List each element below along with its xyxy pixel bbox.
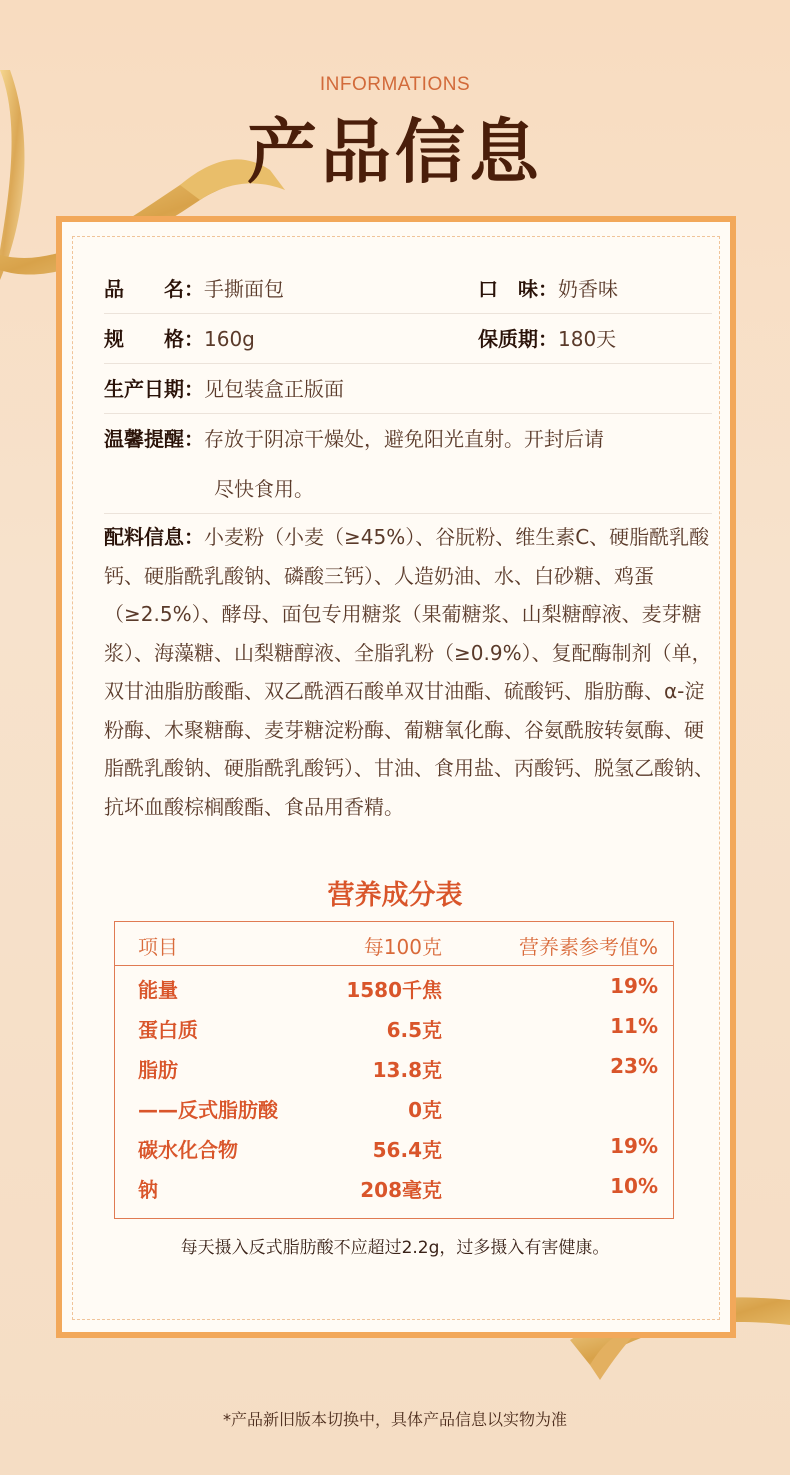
- header-subtitle: INFORMATIONS: [319, 74, 471, 95]
- production-date-label: 生产日期：: [104, 377, 204, 401]
- nutrient-amount: 1580千焦: [346, 978, 442, 1002]
- nutrient-amount: 56.4克: [372, 1138, 442, 1162]
- flavor-value: 奶香味: [558, 277, 618, 301]
- nutrition-title: 营养成分表: [327, 880, 463, 911]
- info-row-tip-cont: [214, 464, 314, 514]
- nutrient-name: 钠: [138, 1178, 158, 1202]
- header-per-100g: 每100克: [363, 935, 442, 959]
- tip-value-line1: 存放于阴凉干燥处，避免阳光直射。开封后请: [204, 427, 604, 451]
- flavor-label: 口 味：: [478, 277, 558, 301]
- nutrient-amount: 6.5克: [386, 1018, 442, 1042]
- info-row-flavor: [478, 264, 618, 314]
- spec-label: 规 格：: [104, 327, 204, 351]
- spec-value: 160g: [204, 327, 255, 351]
- info-row-production-date: [104, 364, 344, 414]
- table-row: [114, 966, 674, 1006]
- ingredients-label: 配料信息：: [104, 525, 204, 549]
- nutrient-amount: 13.8克: [372, 1058, 442, 1082]
- nutrient-name: 脂肪: [138, 1058, 178, 1082]
- ingredients-block: [104, 518, 714, 826]
- table-row: [114, 1086, 674, 1126]
- table-row: [114, 1126, 674, 1166]
- header-item: 项目: [138, 935, 178, 959]
- tip-value-line2: 尽快食用。: [214, 477, 314, 501]
- info-row-spec: [104, 314, 255, 364]
- trans-fat-note: 每天摄入反式脂肪酸不应超过2.2g，过多摄入有害健康。: [180, 1238, 610, 1258]
- ingredients-text: 小麦粉（小麦（≥45%）、谷朊粉、维生素C、硬脂酰乳酸钙、硬脂酰乳酸钠、磷酸三钙）、人造奶油、水、白砂糖、鸡蛋（≥2.5%）、酵母、面包专用糖浆（果葡糖浆、山梨糖醇液、麦芽糖浆）、海藻糖、山梨糖醇液、全脂乳粉（≥0.9%）、复配酶制剂（单，双甘油脂肪酸酯、双乙酰酒石酸单双甘油酯、硫酸钙、脂肪酶、α-淀粉酶、木聚糖酶、麦芽糖淀粉酶、葡糖氧化酶、谷氨酰胺转氨酶、硬脂酰乳酸钠、硬脂酰乳酸钙）、甘油、食用盐、丙酸钙、脱氢乙酸钠、抗坏血酸棕榈酸酯、食品用香精。: [104, 525, 714, 819]
- info-row-shelf-life: [478, 314, 616, 364]
- shelf-life-label: 保质期：: [478, 327, 558, 351]
- divider: [104, 513, 712, 514]
- table-row: [114, 1006, 674, 1046]
- name-value: 手撕面包: [204, 277, 284, 301]
- table-row: [114, 1046, 674, 1086]
- nutrient-nrv: 10%: [610, 1174, 658, 1198]
- nutrient-nrv: 19%: [610, 974, 658, 998]
- nutrient-name: 碳水化合物: [138, 1138, 238, 1162]
- nutrient-nrv: 11%: [610, 1014, 658, 1038]
- info-row-tip: [104, 414, 604, 464]
- shelf-life-value: 180天: [558, 327, 617, 351]
- nutrition-header-row: [114, 923, 674, 967]
- table-row: [114, 1166, 674, 1206]
- nutrient-name: ——反式脂肪酸: [138, 1098, 278, 1122]
- nutrient-amount: 208毫克: [360, 1178, 442, 1202]
- nutrient-amount: 0克: [408, 1098, 442, 1122]
- nutrient-name: 蛋白质: [138, 1018, 198, 1042]
- footer-disclaimer: *产品新旧版本切换中，具体产品信息以实物为准: [222, 1410, 567, 1429]
- production-date-value: 见包装盒正版面: [204, 377, 344, 401]
- nutrient-name: 能量: [138, 978, 178, 1002]
- tip-label: 温馨提醒：: [104, 427, 204, 451]
- name-label: 品 名：: [104, 277, 204, 301]
- nutrient-nrv: 23%: [610, 1054, 658, 1078]
- nutrient-nrv: 19%: [610, 1134, 658, 1158]
- header-nrv: 营养素参考值%: [518, 935, 658, 959]
- page-title: 产品信息: [247, 111, 543, 193]
- info-row-name: [104, 264, 284, 314]
